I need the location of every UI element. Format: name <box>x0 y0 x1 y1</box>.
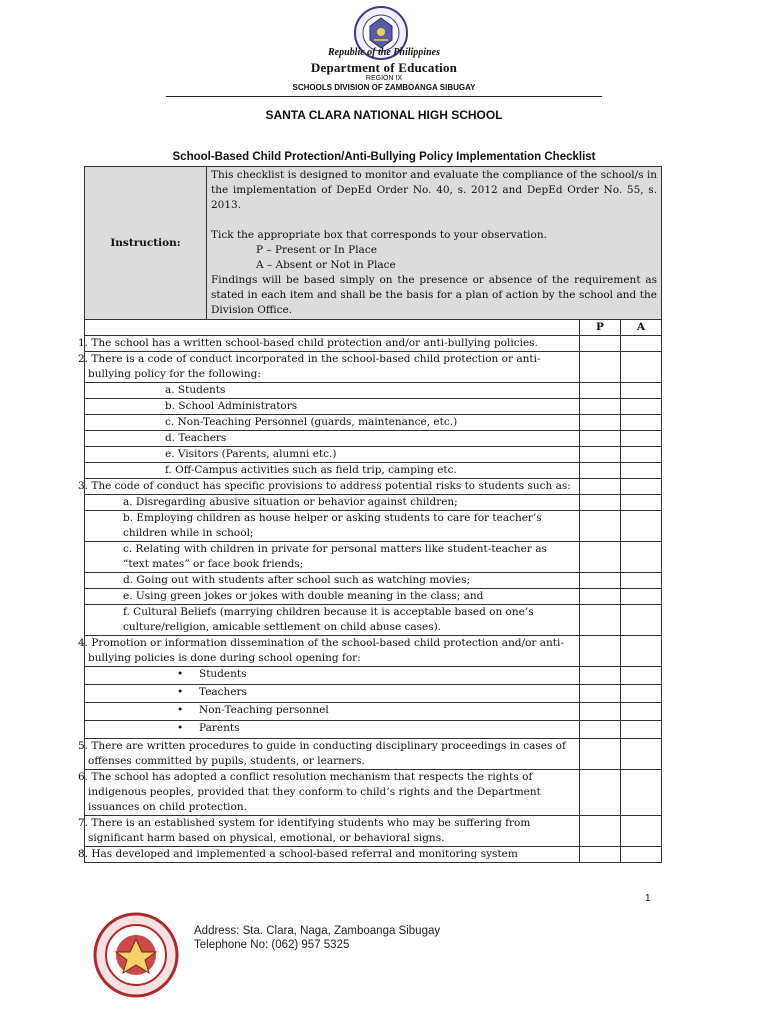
bullet: • <box>177 704 184 716</box>
page-number: 1 <box>645 893 651 904</box>
instruction-line3: Findings will be based simply on the presence or absence of the requirement as stated in each item and shall be the basis for a plan of action by the school and the Division Office. <box>211 274 658 316</box>
a-checkbox[interactable] <box>621 636 662 667</box>
item-2: 2. There is a code of conduct incorporated in the school-based child protection or anti-bullying policy for the following: <box>85 352 580 383</box>
item-5: 5. There are written procedures to guide in conducting disciplinary proceedings in cases of offenses committed by pupils, students, or learners. <box>85 739 580 770</box>
footer-address: Address: Sta. Clara, Naga, Zamboanga Sibugay <box>194 925 441 937</box>
table-row <box>85 739 662 770</box>
footer-phone: Telephone No: (062) 957 5325 <box>194 939 350 951</box>
a-checkbox[interactable] <box>621 431 662 447</box>
table-row <box>85 495 662 511</box>
column-p-header: P <box>580 320 621 336</box>
p-checkbox[interactable] <box>580 479 621 495</box>
p-checkbox[interactable] <box>580 511 621 542</box>
p-checkbox[interactable] <box>580 816 621 847</box>
item-4: 4. Promotion or information dissemination of the school-based child protection and/or anti-bullying policies is done during school opening for: <box>85 636 580 667</box>
item-3c: c. Relating with children in private for personal matters like student-teacher as “text mates” or face book friends; <box>85 542 580 573</box>
a-checkbox[interactable] <box>621 685 662 703</box>
p-checkbox[interactable] <box>580 431 621 447</box>
p-checkbox[interactable] <box>580 463 621 479</box>
item-4c: Non-Teaching personnel <box>199 704 329 716</box>
bullet: • <box>177 722 184 734</box>
a-checkbox[interactable] <box>621 816 662 847</box>
republic-text: Republic of the Philippines <box>328 47 440 58</box>
a-checkbox[interactable] <box>621 447 662 463</box>
a-checkbox[interactable] <box>621 703 662 721</box>
column-header-row <box>85 320 662 336</box>
item-1: 1. The school has a written school-based child protection and/or anti-bullying policies. <box>85 336 580 352</box>
division-text: SCHOOLS DIVISION OF ZAMBOANGA SIBUGAY <box>292 83 476 92</box>
p-checkbox[interactable] <box>580 605 621 636</box>
p-checkbox[interactable] <box>580 336 621 352</box>
a-checkbox[interactable] <box>621 721 662 739</box>
table-row <box>85 589 662 605</box>
item-3a: a. Disregarding abusive situation or behavior against children; <box>85 495 580 511</box>
p-checkbox[interactable] <box>580 542 621 573</box>
a-checkbox[interactable] <box>621 415 662 431</box>
school-seal-icon <box>93 912 179 998</box>
a-checkbox[interactable] <box>621 739 662 770</box>
table-row <box>85 703 662 721</box>
instruction-row <box>85 167 662 320</box>
a-checkbox[interactable] <box>621 399 662 415</box>
table-row <box>85 636 662 667</box>
p-checkbox[interactable] <box>580 399 621 415</box>
item-2a: a. Students <box>85 383 580 399</box>
a-checkbox[interactable] <box>621 383 662 399</box>
table-row <box>85 352 662 383</box>
table-row <box>85 847 662 863</box>
p-checkbox[interactable] <box>580 770 621 816</box>
a-checkbox[interactable] <box>621 495 662 511</box>
item-3e: e. Using green jokes or jokes with double meaning in the class; and <box>85 589 580 605</box>
instruction-label: Instruction: <box>85 167 207 320</box>
table-row <box>85 685 662 703</box>
p-checkbox[interactable] <box>580 352 621 383</box>
a-checkbox[interactable] <box>621 352 662 383</box>
department-text: Department of Education <box>310 60 458 75</box>
a-checkbox[interactable] <box>621 847 662 863</box>
table-row <box>85 463 662 479</box>
p-checkbox[interactable] <box>580 447 621 463</box>
a-checkbox[interactable] <box>621 463 662 479</box>
a-checkbox[interactable] <box>621 605 662 636</box>
table-row <box>85 511 662 542</box>
p-checkbox[interactable] <box>580 415 621 431</box>
item-3b: b. Employing children as house helper or asking students to care for teacher’s children while in school; <box>85 511 580 542</box>
p-checkbox[interactable] <box>580 636 621 667</box>
a-checkbox[interactable] <box>621 573 662 589</box>
instruction-text <box>207 167 662 320</box>
table-row <box>85 447 662 463</box>
table-row <box>85 415 662 431</box>
table-row <box>85 399 662 415</box>
table-row <box>85 336 662 352</box>
table-row <box>85 770 662 816</box>
a-checkbox[interactable] <box>621 479 662 495</box>
table-row <box>85 816 662 847</box>
region-text: REGION IX <box>365 75 403 82</box>
bullet: • <box>177 668 184 680</box>
item-3f: f. Cultural Beliefs (marrying children because it is acceptable based on one’s culture/religion, amicable settlement on child abuse cases). <box>85 605 580 636</box>
a-checkbox[interactable] <box>621 770 662 816</box>
item-3d: d. Going out with students after school such as watching movies; <box>85 573 580 589</box>
checklist-title: School-Based Child Protection/Anti-Bullying Policy Implementation Checklist <box>172 151 596 163</box>
p-checkbox[interactable] <box>580 721 621 739</box>
p-checkbox[interactable] <box>580 383 621 399</box>
p-checkbox[interactable] <box>580 573 621 589</box>
instruction-line1: This checklist is designed to monitor and evaluate the compliance of the school/s in the implementation of DepEd Order No. 40, s. 2012 and DepEd Order No. 55, s. 2013. <box>211 169 658 211</box>
a-checkbox[interactable] <box>621 589 662 605</box>
item-6: 6. The school has adopted a conflict resolution mechanism that respects the rights of indigenous peoples, provided that they conform to child’s rights and the Department issuances on child protection. <box>85 770 580 816</box>
checklist-table <box>78 166 662 863</box>
item-7: 7. There is an established system for identifying students who may be suffering from significant harm based on physical, emotional, or behavioral signs. <box>85 816 580 847</box>
item-4b: Teachers <box>199 686 247 698</box>
column-a-header: A <box>621 320 662 336</box>
table-row <box>85 721 662 739</box>
item-8: 8. Has developed and implemented a school-based referral and monitoring system <box>85 847 580 863</box>
table-row <box>85 542 662 573</box>
bullet: • <box>177 686 184 698</box>
a-checkbox[interactable] <box>621 667 662 685</box>
instruction-p-def: P – Present or In Place <box>256 244 377 256</box>
a-checkbox[interactable] <box>621 336 662 352</box>
item-2f: f. Off-Campus activities such as field trip, camping etc. <box>85 463 580 479</box>
item-2e: e. Visitors (Parents, alumni etc.) <box>85 447 580 463</box>
p-checkbox[interactable] <box>580 685 621 703</box>
table-row <box>85 667 662 685</box>
school-name: SANTA CLARA NATIONAL HIGH SCHOOL <box>265 108 503 122</box>
item-2b: b. School Administrators <box>85 399 580 415</box>
p-checkbox[interactable] <box>580 703 621 721</box>
item-2c: c. Non-Teaching Personnel (guards, maintenance, etc.) <box>85 415 580 431</box>
p-checkbox[interactable] <box>580 667 621 685</box>
p-checkbox[interactable] <box>580 495 621 511</box>
a-checkbox[interactable] <box>621 511 662 542</box>
table-row <box>85 573 662 589</box>
p-checkbox[interactable] <box>580 847 621 863</box>
table-row <box>85 383 662 399</box>
instruction-line2: Tick the appropriate box that corresponds to your observation. <box>211 229 547 241</box>
table-row <box>85 479 662 495</box>
instruction-a-def: A – Absent or Not in Place <box>256 259 396 271</box>
item-2d: d. Teachers <box>85 431 580 447</box>
p-checkbox[interactable] <box>580 589 621 605</box>
item-3: 3. The code of conduct has specific provisions to address potential risks to students such as: <box>85 479 580 495</box>
table-row <box>85 431 662 447</box>
item-4a: Students <box>199 668 247 680</box>
table-row <box>85 605 662 636</box>
a-checkbox[interactable] <box>621 542 662 573</box>
item-4d: Parents <box>199 722 240 734</box>
header-divider <box>166 96 602 97</box>
p-checkbox[interactable] <box>580 739 621 770</box>
